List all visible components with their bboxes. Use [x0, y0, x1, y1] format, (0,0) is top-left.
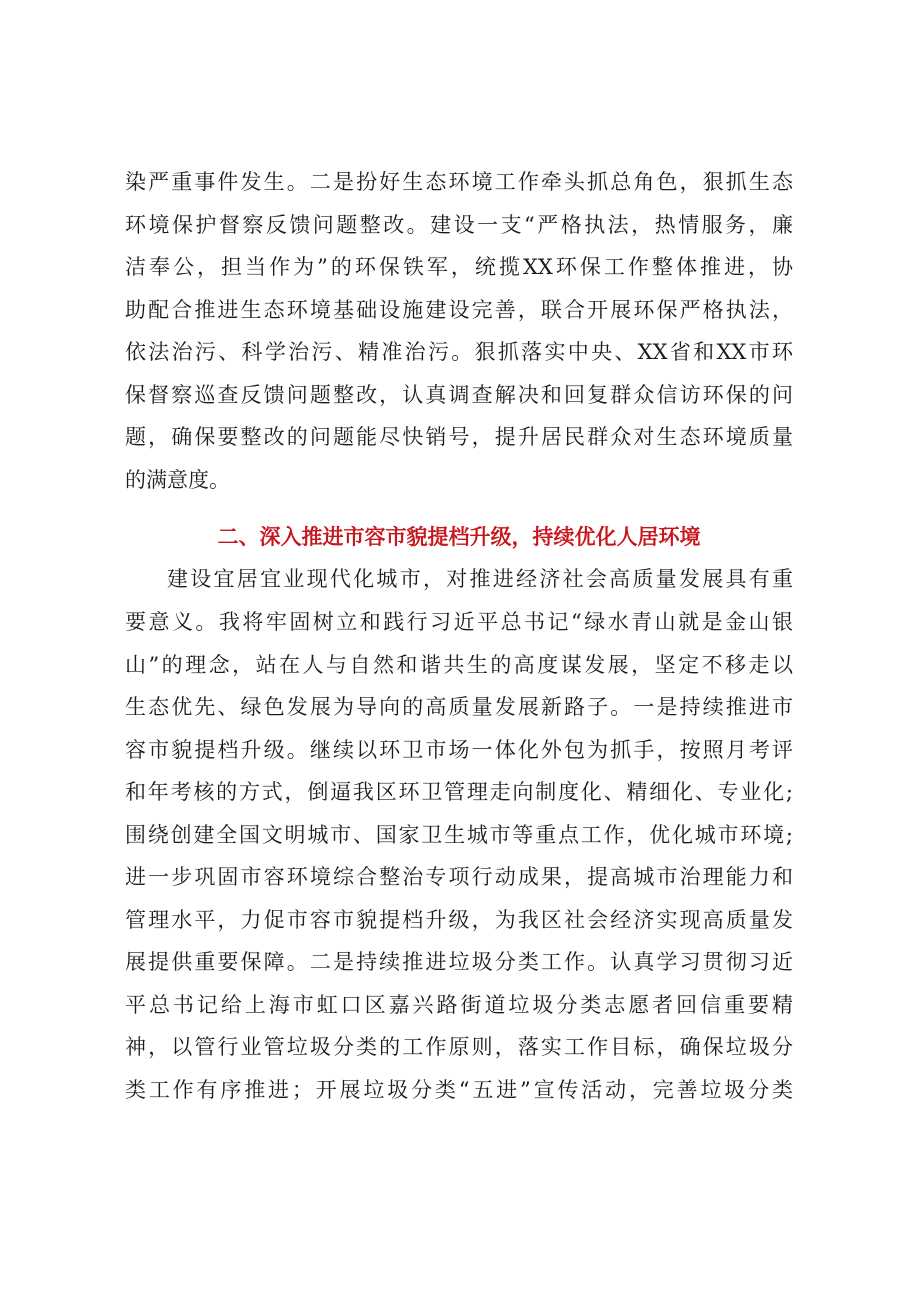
paragraph-line: 生态优先、绿色发展为导向的高质量发展新路子。一是持续推进市 [125, 695, 793, 719]
paragraph-line: 要意义。我将牢固树立和践行习近平总书记“绿水青山就是金山银 [125, 610, 793, 634]
paragraph-line: 保督察巡查反馈问题整改，认真调查解决和回复群众信访环保的问 [125, 383, 793, 407]
paragraph-line: 管理水平，力促市容市貌提档升级，为我区社会经济实现高质量发 [125, 908, 793, 932]
paragraph-line: 洁奉公，担当作为”的环保铁军，统揽XX环保工作整体推进，协 [125, 255, 793, 279]
paragraph-line: 平总书记给上海市虹口区嘉兴路街道垃圾分类志愿者回信重要精 [125, 993, 793, 1017]
paragraph-line: 山”的理念，站在人与自然和谐共生的高度谋发展，坚定不移走以 [125, 653, 793, 677]
paragraph-line: 围绕创建全国文明城市、国家卫生城市等重点工作，优化城市环境; [125, 823, 793, 847]
paragraph-line: 的满意度。 [125, 468, 230, 492]
paragraph-line: 助配合推进生态环境基础设施建设完善，联合开展环保严格执法， [125, 298, 793, 322]
paragraph-line: 展提供重要保障。二是持续推进垃圾分类工作。认真学习贯彻习近 [125, 950, 793, 974]
paragraph-line: 进一步巩固市容环境综合整治专项行动成果，提高城市治理能力和 [125, 865, 793, 889]
paragraph-line: 题，确保要整改的问题能尽快销号，提升居民群众对生态环境质量 [125, 425, 793, 449]
paragraph-line: 染严重事件发生。二是扮好生态环境工作牵头抓总角色，狠抓生态 [125, 170, 793, 194]
paragraph-line: 依法治污、科学治污、精准治污。狠抓落实中央、XX省和XX市环 [125, 340, 793, 364]
paragraph-line: 和年考核的方式，倒逼我区环卫管理走向制度化、精细化、专业化; [125, 780, 793, 804]
paragraph-line: 建设宜居宜业现代化城市，对推进经济社会高质量发展具有重 [167, 567, 793, 591]
paragraph-line: 神，以管行业管垃圾分类的工作原则，落实工作目标，确保垃圾分 [125, 1035, 793, 1059]
paragraph-line: 环境保护督察反馈问题整改。建设一支“严格执法，热情服务，廉 [125, 213, 793, 237]
section-heading: 二、深入推进市容市貌提档升级，持续优化人居环境 [217, 525, 701, 549]
paragraph-line: 容市貌提档升级。继续以环卫市场一体化外包为抓手，按照月考评 [125, 738, 793, 762]
paragraph-line: 类工作有序推进；开展垃圾分类“五进”宣传活动，完善垃圾分类 [125, 1078, 793, 1102]
